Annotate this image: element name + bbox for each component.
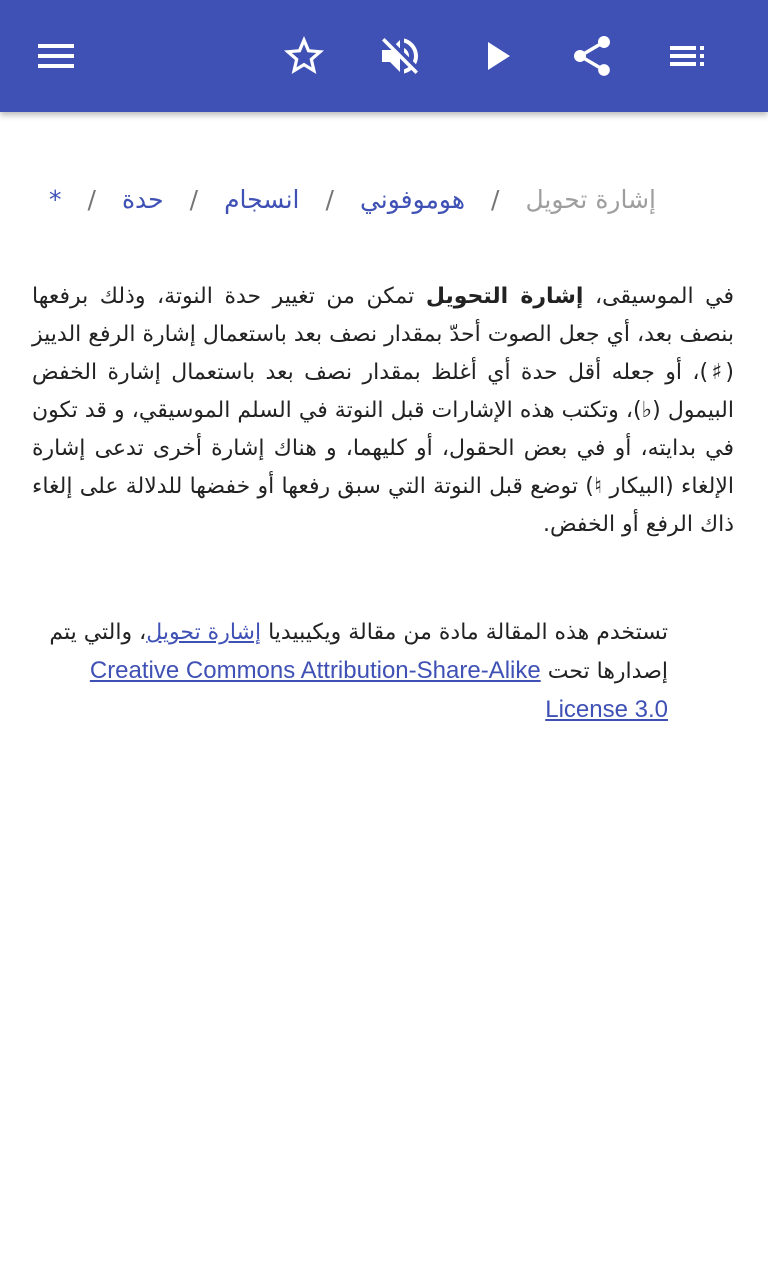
playlist-button[interactable] [656, 24, 720, 88]
volume-off-icon [376, 32, 424, 80]
star-outline-icon [280, 32, 328, 80]
menu-button[interactable] [24, 24, 88, 88]
menu-icon [32, 32, 80, 80]
breadcrumb-separator: / [189, 185, 199, 214]
share-button[interactable] [560, 24, 624, 88]
attribution-paragraph [28, 614, 668, 730]
attribution-prefix: تستخدم هذه المقالة مادة من مقالة ويكيبيديا [261, 620, 668, 645]
article-body: تمكن من تغيير حدة النوتة، وذلك برفعها بنصف بعد، أي جعل الصوت أحدّ بمقدار نصف بعد باستعمال إشارة الرفع الدييز (♯)، أو جعله أقل حدة أي أغلظ بمقدار نصف بعد باستعمال إشارة الخفض البيمول (♭)، وتكتب هذه الإشارات قبل النوتة في السلم الموسيقي، و قد تكون في بدايته، أو في بعض الحقول، أو كليهما، و هناك إشارة أخرى تدعى إشارة الإلغاء (البيكار ♮) توضع قبل النوتة التي سبق رفعها أو خفضها للدلالة على إلغاء ذاك الرفع أو الخفض. [32, 284, 734, 537]
favorite-button[interactable] [272, 24, 336, 88]
article-term: إشارة التحويل [425, 284, 584, 309]
play-button[interactable] [464, 24, 528, 88]
article-paragraph [32, 278, 734, 544]
play-icon [472, 32, 520, 80]
breadcrumb-current: إشارة تحويل [525, 185, 656, 214]
license-link[interactable]: Creative Commons Attribution-Share-Alike License 3.0 [89, 657, 668, 723]
breadcrumb-separator: / [491, 185, 500, 214]
app-bar [0, 0, 768, 112]
breadcrumb-link-root[interactable]: * [49, 185, 62, 214]
playlist-icon [664, 32, 712, 80]
breadcrumb-link-homophony[interactable]: هوموفوني [359, 185, 466, 214]
breadcrumb-link-harmony[interactable]: انسجام [224, 185, 300, 214]
attribution-middle: ، والتي يتم إصدارها تحت [49, 620, 668, 684]
breadcrumb-separator: / [87, 185, 96, 214]
breadcrumb-link-pitch[interactable]: حدة [121, 185, 164, 214]
article-intro: في الموسيقى، [583, 284, 734, 309]
mute-button[interactable] [368, 24, 432, 88]
breadcrumb [40, 182, 656, 218]
share-icon [568, 32, 616, 80]
breadcrumb-separator: / [325, 185, 334, 214]
wikipedia-article-link[interactable]: إشارة تحويل [146, 620, 262, 645]
